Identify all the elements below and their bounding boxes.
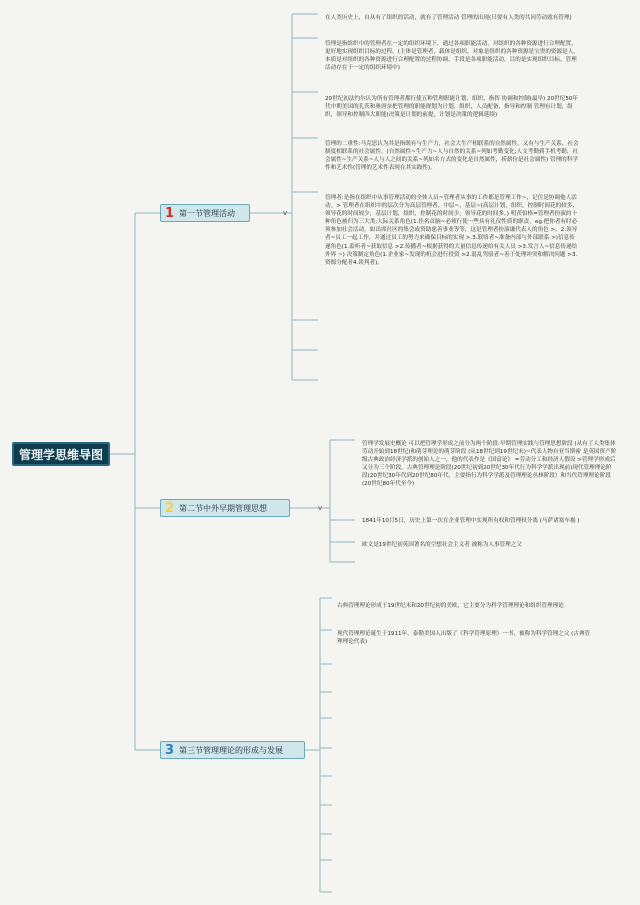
section-3-number: 3 [165,742,175,758]
section-3-node[interactable] [160,741,305,759]
section-3-bracket [305,598,332,892]
section-1-bracket [250,14,318,380]
section-1-number: 1 [165,205,175,221]
section-1-paragraph-5: 管理者:是指在组织中从事管理活动的全体人员~管理者从事的工作都是管理工作~，记住是协调他人活动。> 管理者在组织中的层次分为高层管理者，中层~，基层~(高层计划，组织，控制时间花的较多，领导花的时间较少，基层计划，组织，控制花的时间少，领导花的时间多。) 明茨伯格=管理者扮演的十种角色被归为三大类:人际关系角色(1.挂名首脑~必须行使一些具有礼仪性质的职责，eg.把你者有时必须参加社会活动，如出席社区的集会或资助慈善事业等等，这是管理者扮演谦代表人的角色 >。2.领导者~员工一起工作，并通过员工的努力来确保目标的实现 >.3.联络者~准备内部与外部联系 >)信息传递角色(1.监听者~获取信息 >2.传播者~根据获得的大量信息传递给有关人员 >3.发言人~信息传递给外界 ~) 决策制定角色(1.企业家~发现的机会进行投资 >2.混乱驾驭者~善于处理冲突和解决问题 >3.资源分配者4.谈判者)。 [325,195,578,266]
section-2-paragraph-1: 管理学发展史概论 可以把管理学形成之前分为两个阶段:早期管理实践与管理思想阶段 (从有了人类集体劳动开始到18世纪)和萌芽理论的萌芽阶段 (从18世纪到19世纪末)~代表人物有亚当斯密 是英国资产阶级古典政治经济学派的创始人之一，他的代表作是《国富论》 =劳动分工和经济人假设 >管理学形成后又分为三个阶段，古典管理理论阶段(20世纪初到20世纪30年代行为科学学派出现前)现代管理理论阶段(20世纪30年代到20世纪80年代，主要指行为科学学派及管理理论丛林阶段）和当代管理理论阶段(20世纪80年代至今) [362,441,617,488]
section-1-paragraph-4: 管理的二重性:马克思认为其是指既有与生产力，社会大生产相联系的自然属性，又有与生产关系，社会制度相联系的社会属性。(自然属性~生产力~人与自然的关系~列如考勤变化;人文考勤到手机考勤，社会属性~生产关系~人与人之间的关系~列如名方式的变化是自然属性，捞薪位是社会属性) 管理的科学性和艺术性(管理的艺术性表现在其实践性)。 [325,141,579,172]
root-title: 管理学思维导图 [18,447,103,462]
section-1-node[interactable] [160,204,250,222]
section-2-number: 2 [165,500,175,516]
section-2-node[interactable] [160,499,290,517]
collapse-chevron-icon[interactable]: v [318,504,323,512]
section-1-paragraph-1: 在人类历史上，自从有了组织的活动，就有了管理活动 管理的出现(只要有人类的共同劳动就有管理) [325,15,572,21]
section-3-paragraph-2: 现代管理理论诞生于1911年，泰勒美国人出版了《科学管理原理》一书，被称为科学管理之父 (古典管理理论代表) [337,631,591,646]
section-1-title: 第一节管理活动 [179,208,236,218]
section-2-title: 第二节中外早期管理思想 [179,503,268,513]
section-2-paragraph-2: 1841年10月5日，历史上第一次在企业管理中实现所有权和管理权分离 (马萨诸塞车祸 ) [362,518,580,524]
section-3-title: 第三节管理理论的形成与发展 [179,745,284,755]
section-1-paragraph-3: 20世纪初法约尔认为所有管理者都行使五种管理职能计划，组织，指挥 协调和控制(最早) 20世纪50年代中期美国的孔茨和奥唐奈把管理的职能规划为计划，组织，人员配备，指导和控制 管理有计划，组织，领导和控制四大职能(决策是计划的前提，计划是决策的逻辑延续) [325,96,579,119]
section-3-paragraph-1: 古典管理理论形成于19世纪末和20世纪初的美欧，它主要分为科学管理理论和组织管理理论 [337,603,564,609]
section-2-bracket [290,440,355,562]
section-2-paragraph-3: 欧文是19世纪初英国著名的空想社会主义者 被称为人事管理之父 [362,542,522,548]
section-1-paragraph-2: 管理是指组织中的管理者在一定的组织环境下，通过各项职能活动，对组织的各种资源进行合理配置，更好地实现组织目标的过程。(主体是管理者，载体是组织，对象是组织的各种资源是宝贵的资源是人，本质是对组织的各种资源进行合理配置的过程协调，手段是各项职能活动，目的是实现组织目标，管理活动存在于一定的组织环境中) [325,41,579,72]
root-topic[interactable] [12,442,110,466]
collapse-chevron-icon[interactable]: v [283,209,288,217]
root-trunk-line [110,213,160,750]
